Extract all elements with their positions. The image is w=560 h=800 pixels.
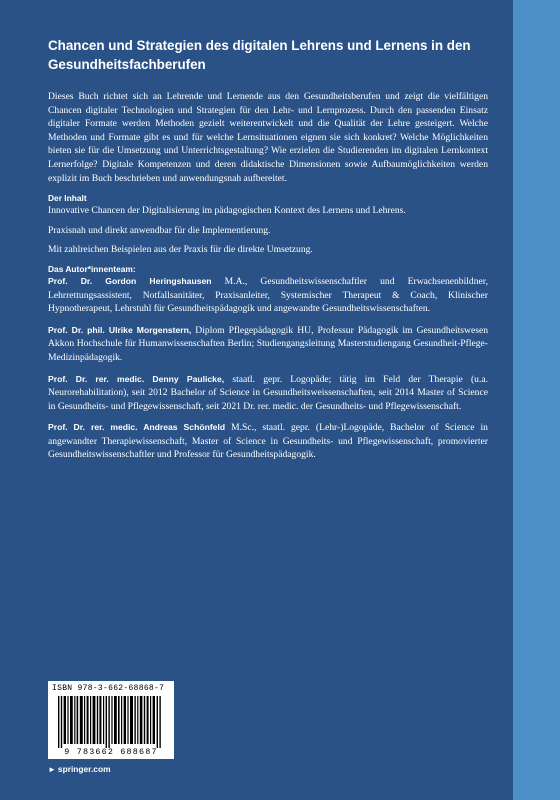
- barcode-bars-icon: [58, 696, 164, 748]
- accent-bar: [513, 0, 560, 800]
- author-name: Prof. Dr. phil. Ulrike Morgenstern,: [48, 324, 192, 335]
- contents-item: Praxisnah und direkt anwendbar für die Implementierung.: [48, 224, 271, 236]
- author-bio: Diplom Pflegepädagogik HU, Professur Pädagogik im Gesundheitswesen Akkon Hochschule für Humanwissenschaften Berlin; Studiengangsleitung Masterstudiengang Gesundheit-Pflege-Medizinpädagogik.: [48, 324, 488, 363]
- author-bio: M.A., Gesundheitswissenschaftler und Erwachsenenbildner, Lehrrettungsassistent, Notfallsanitäter, Praxisanleiter, Systemischer Therapeut & Coach, Klinischer Hypnotherapeut, Lehrstuhl für Gesundheitspädagogik und angewandte Gesundheitswissenschaften.: [48, 275, 488, 315]
- publisher-link[interactable]: [48, 764, 111, 774]
- authors-heading: Das Autor*innenteam:: [48, 263, 136, 274]
- author-entry: [48, 275, 488, 316]
- publisher-url: springer.com: [57, 764, 111, 774]
- contents-item: Innovative Chancen der Digitalisierung im pädagogischen Kontext des Lernens und Lehrens.: [48, 205, 406, 217]
- author-entry: [48, 373, 488, 414]
- author-entry: [48, 324, 488, 365]
- contents-heading: Der Inhalt: [48, 193, 87, 204]
- triangle-right-icon: ►: [48, 765, 56, 774]
- author-name: Prof. Dr. rer. medic. Andreas Schönfeld: [48, 422, 226, 433]
- author-bio: staatl. gepr. Logopäde; tätig im Feld der Therapie (u.a. Neurorehabilitation), seit 2012 Bachelor of Science in Gesundheitsweissenschaften, seit 2014 Master of Science in Gesundheits- und Pflegewissenschaft, seit 2021 Dr. rer. medic. der Gesundheits- und Pflegewissenschaft.: [48, 373, 489, 412]
- author-name: Prof. Dr. rer. medic. Denny Paulicke,: [48, 373, 225, 384]
- author-entry: [48, 421, 488, 462]
- author-bio: M.Sc., staatl. gepr. (Lehr-)Logopäde, Bachelor of Science in angewandter Therapiewissenschaft, Master of Science in Gesundheits- und Pflegewissenschaft, promovierter Gesundheitswissenschaftler und Professor für Gesundheitspädagogik.: [48, 422, 488, 461]
- barcode-digits: 9 783662 688687: [64, 747, 158, 757]
- author-name: Prof. Dr. Gordon Heringshausen: [48, 275, 212, 286]
- isbn-barcode: [48, 681, 174, 759]
- contents-item: Mit zahlreichen Beispielen aus der Praxis für die direkte Umsetzung.: [48, 244, 313, 256]
- back-cover-text: [48, 36, 488, 470]
- isbn-label: ISBN 978-3-662-68868-7: [52, 684, 165, 693]
- intro-paragraph: Dieses Buch richtet sich an Lehrende und Lernende aus den Gesundheitsberufen und zeigt die vielfältigen Chancen digitaler Technologien und Strategien für den Lehr- und Lernprozess. Durch den passenden Einsatz digitaler Formate werden Methoden gezielt weiterentwickelt und die Qualität der Lehre gesteigert. Welche Methoden und Formate gibt es und für welche Lernsituationen eignen sie sich konkret? Welche Möglichkeiten bieten sie für die Umsetzung und Unterrichtsgestaltung? Wie erzielen die Studierenden im digitalen Lernkontext Lernerfolge? Digitale Kompetenzen und deren didaktische Dimensionen sowie Aufbaumöglichkeiten werden explizit im Buch beschrieben und anwendungsnah aufbereitet.: [48, 91, 488, 184]
- book-title: Chancen und Strategien des digitalen Lehrens und Lernens in den Gesundheitsfachberufen: [48, 38, 471, 72]
